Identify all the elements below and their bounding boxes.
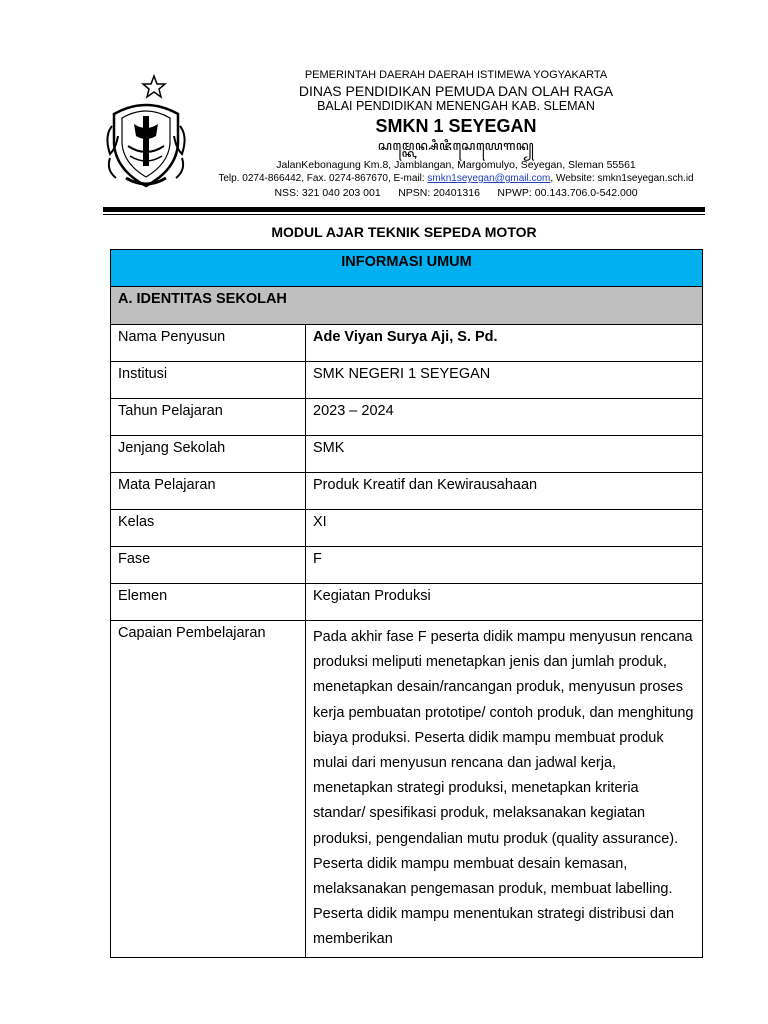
row-label: Fase [111, 547, 306, 584]
general-info-table [110, 249, 703, 958]
document-title: MODUL AJAR TEKNIK SEPEDA MOTOR [271, 224, 537, 240]
row-label: Kelas [111, 510, 306, 547]
government-name: PEMERINTAH DAERAH DAERAH ISTIMEWA YOGYAKARTA [304, 69, 608, 81]
contact-suffix: , Website: smkn1seyegan.sch.id [550, 173, 694, 184]
row-value: Ade Viyan Surya Aji, S. Pd. [306, 325, 703, 362]
section-heading: A. IDENTITAS SEKOLAH [111, 287, 703, 325]
row-label: Tahun Pelajaran [111, 399, 306, 436]
row-label: Jenjang Sekolah [111, 436, 306, 473]
javanese-script-name: ꦱꦩ꧀ꦏꦺꦤ꧀ꦱꦶꦗꦶꦱꦺꦪꦺꦒꦤ꧀ [377, 139, 535, 154]
row-value: XI [306, 510, 703, 547]
table-row [111, 362, 703, 399]
row-label: Elemen [111, 584, 306, 621]
contact-prefix: Telp. 0274-866442, Fax. 0274-867670, E-mail: [218, 173, 428, 184]
department-name: DINAS PENDIDIKAN PEMUDA DAN OLAH RAGA [298, 83, 614, 99]
table-row [111, 621, 703, 958]
letterhead-divider-thin [103, 214, 705, 215]
table-row [111, 510, 703, 547]
row-value: F [306, 547, 703, 584]
row-value: Produk Kreatif dan Kewirausahaan [306, 473, 703, 510]
table-row [111, 473, 703, 510]
table-row [111, 547, 703, 584]
row-label: Institusi [111, 362, 306, 399]
table-row [111, 584, 703, 621]
row-value: SMK [306, 436, 703, 473]
school-identifiers: NSS: 321 040 203 001 NPSN: 20401316 NPWP: 00.143.706.0-542.000 [274, 187, 638, 199]
table-row [111, 399, 703, 436]
letterhead [200, 66, 712, 200]
row-value: SMK NEGERI 1 SEYEGAN [306, 362, 703, 399]
letterhead-divider-thick [103, 207, 705, 212]
row-value: 2023 – 2024 [306, 399, 703, 436]
row-value: Kegiatan Produksi [306, 584, 703, 621]
unit-name: BALAI PENDIDIKAN MENENGAH KAB. SLEMAN [317, 99, 595, 113]
school-contact [200, 172, 712, 186]
row-value: Pada akhir fase F peserta didik mampu menyusun rencana produksi meliputi menetapkan jenis dan jumlah produk, menetapkan desain/rancangan produk, menyusun proses kerja pembuatan prototipe/ contoh produk, dan menghitung biaya produksi. Peserta didik mampu membuat produk mulai dari menyusun rencana dan jadwal kerja, menetapkan strategi produksi, menetapkan kriteria standar/ spesifikasi produk, melaksanakan kegiatan produksi, pengendalian mutu produk (quality assurance). Peserta didik mampu membuat desain kemasan, melaksanakan pengemasan produk, membuat labelling. Peserta didik mampu menentukan strategi distribusi dan memberikan [306, 621, 703, 958]
school-address: JalanKebonagung Km.8, Jamblangan, Margomulyo, Seyegan, Sleman 55561 [276, 159, 636, 171]
row-label: Mata Pelajaran [111, 473, 306, 510]
row-label: Nama Penyusun [111, 325, 306, 362]
dinas-crest-logo [104, 74, 188, 192]
table-row [111, 325, 703, 362]
table-row [111, 436, 703, 473]
row-label: Capaian Pembelajaran [111, 621, 306, 958]
email-link[interactable]: smkn1seyegan@gmail.com [427, 173, 551, 184]
table-header-row [111, 250, 703, 287]
table-header: INFORMASI UMUM [111, 250, 703, 287]
section-row [111, 287, 703, 325]
school-name: SMKN 1 SEYEGAN [375, 116, 537, 136]
